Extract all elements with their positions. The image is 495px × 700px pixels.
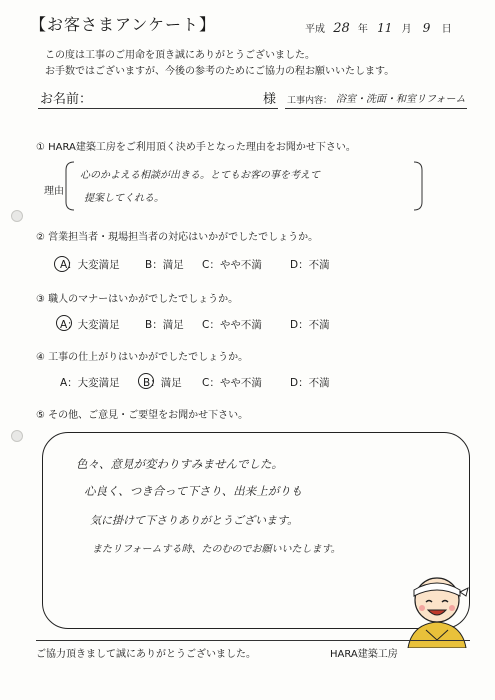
q3-option-a: A：大変満足 xyxy=(60,319,120,331)
q5-answer-line-1: 色々、意見が変わりすみませんでした。 xyxy=(76,457,283,471)
date-year: 28 xyxy=(333,21,350,36)
footer-divider xyxy=(36,640,470,641)
q4-question: ④ 工事の仕上がりはいかがでしたでしょうか。 xyxy=(36,352,249,363)
q3-option-b: B：満足 xyxy=(145,319,184,331)
q5-question: ⑤ その他、ご意見・ご要望をお聞かせ下さい。 xyxy=(36,410,249,421)
q1-answer-line-1: 心のかよえる相談が出きる。とてもお客の事を考えて xyxy=(80,170,320,181)
survey-date xyxy=(305,20,465,36)
date-month: 11 xyxy=(377,21,393,35)
q2-option-c: C：やや不満 xyxy=(202,259,262,271)
footer-company: HARA建築工房 xyxy=(330,649,398,660)
q2-option-a: A：大変満足 xyxy=(60,259,120,271)
name-label: お名前： xyxy=(40,92,93,107)
q4-option-a: A：大変満足 xyxy=(60,377,120,389)
q1-answer-line-2: 提案してくれる。 xyxy=(84,193,164,204)
q2-option-d: D：不満 xyxy=(290,259,330,271)
date-year-unit: 年 xyxy=(357,24,368,35)
q3-question: ③ 職人のマナーはいかがでしたでしょうか。 xyxy=(36,294,239,305)
work-value: 浴室・洗面・和室リフォーム xyxy=(336,94,466,105)
punch-hole xyxy=(11,430,23,442)
q2-option-b: B：満足 xyxy=(145,259,184,271)
q3-option-c: C：やや不満 xyxy=(202,319,262,331)
q5-answer-line-2: 心良く、つき合って下さり、出来上がりも xyxy=(84,484,303,498)
q5-answer-line-4: またリフォームする時、たのむのでお願いいたします。 xyxy=(92,544,341,555)
survey-title: 【お客さまアンケート】 xyxy=(30,15,217,34)
date-day-unit: 日 xyxy=(441,24,452,35)
q4-option-d: D：不満 xyxy=(290,377,330,389)
q4-option-c: C：やや不満 xyxy=(202,377,262,389)
punch-hole xyxy=(11,210,23,222)
footer-thanks: ご協力頂きまして誠にありがとうございました。 xyxy=(36,649,256,660)
work-underline xyxy=(285,108,467,109)
name-underline xyxy=(38,108,278,109)
date-month-unit: 月 xyxy=(401,24,412,35)
intro-line-1: この度は工事のご用命を頂き誠にありがとうございました。 xyxy=(45,50,315,61)
work-label: 工事内容： xyxy=(287,96,333,106)
q1-question: ① HARA建築工房をご利用頂く決め手となった理由をお聞かせ下さい。 xyxy=(36,142,356,153)
carpenter-mascot-illustration xyxy=(404,566,470,648)
q1-reason-label: 理由 xyxy=(44,186,64,197)
q4-option-b: B：満足 xyxy=(143,377,182,389)
intro-line-2: お手数ではございますが、今後の参考のためにご協力の程お願いいたします。 xyxy=(45,66,395,77)
q5-answer-line-3: 気に掛けて下さりありがとうございます。 xyxy=(90,514,299,527)
date-era: 平成 xyxy=(305,24,325,35)
q2-question: ② 営業担当者・現場担当者の対応はいかがでしたでしょうか。 xyxy=(36,232,319,243)
q3-option-d: D：不満 xyxy=(290,319,330,331)
date-day: 9 xyxy=(422,21,431,35)
honorific: 様 xyxy=(263,92,277,107)
